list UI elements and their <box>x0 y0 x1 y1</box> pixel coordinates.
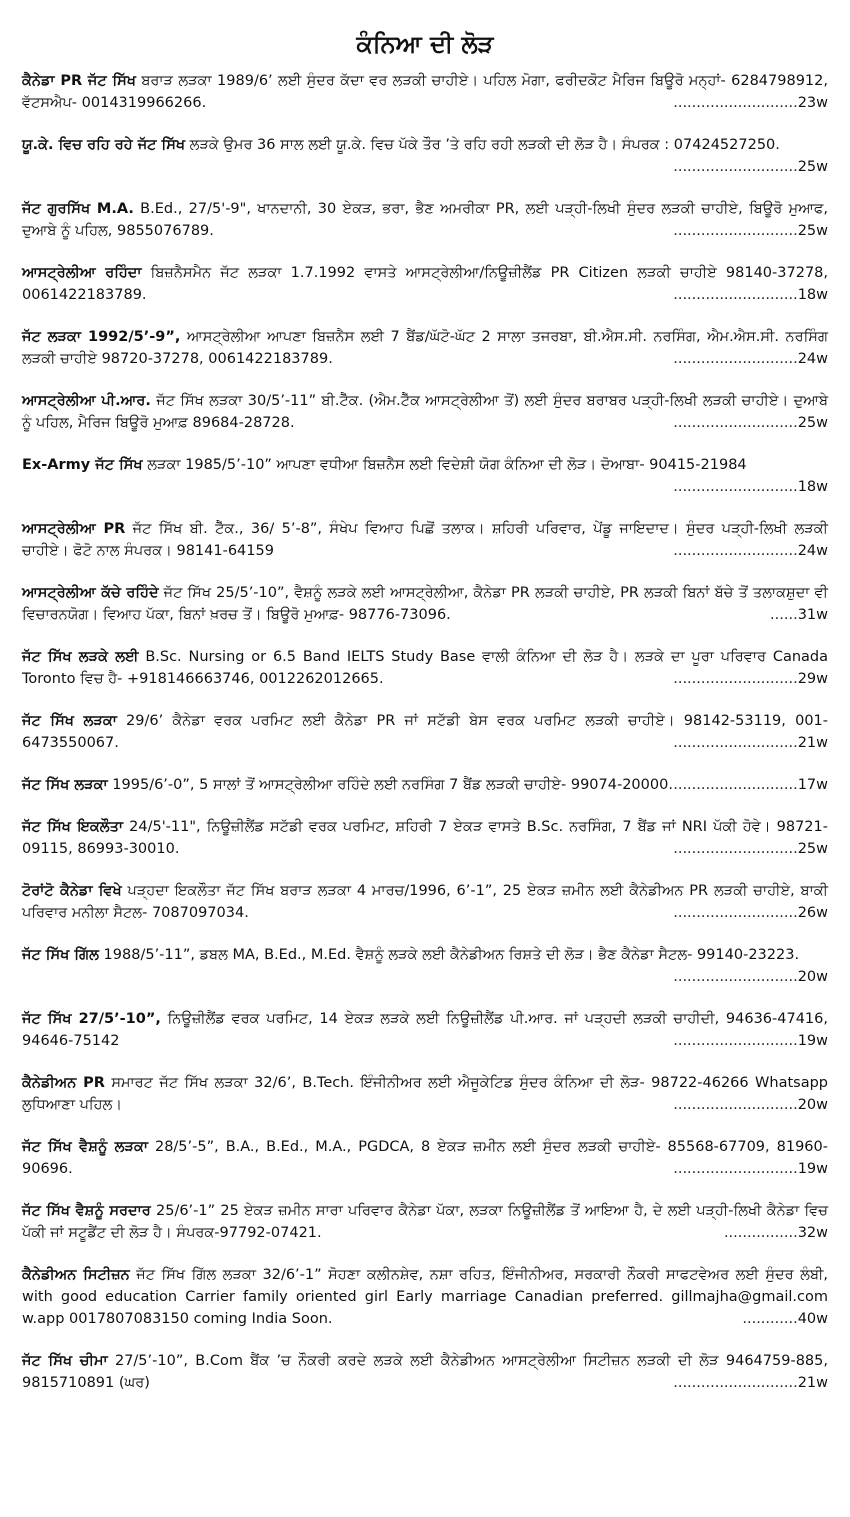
classified-ad <box>22 944 828 988</box>
classified-ad <box>22 1136 828 1180</box>
ad-body: ਜੱਟ ਸਿੱਖ ਗਿੱਲ ਲੜਕਾ 32/6’-1” ਸੋਹਣਾ ਕਲੀਨਸ਼ੇਵ, ਨਸ਼ਾ ਰਹਿਤ, ਇੰਜੀਨੀਅਰ, ਸਰਕਾਰੀ ਨੌਕਰੀ ਸਾਫਟਵੇਅਰ ਲਈ ਸੁੰਦਰ ਲੰਬੀ, with good education Carrier family oriented girl Early marriage Canadian preferred. gillmajha@gmail.com w.app 0017807083150 coming India Soon. <box>22 1267 828 1327</box>
ad-lead: ਜੱਟ ਸਿੱਖ ਵੈਸ਼ਨੂੰ ਲੜਕਾ <box>22 1139 148 1155</box>
classified-ad <box>22 454 828 498</box>
ad-leader-dots: ...... <box>770 607 798 623</box>
ad-lead: Ex-Army ਜੱਟ ਸਿੱਖ <box>22 457 143 473</box>
ad-body: 29/6’ ਕੈਨੇਡਾ ਵਰਕ ਪਰਮਿਟ ਲਈ ਕੈਨੇਡਾ PR ਜਾਂ ਸਟੱਡੀ ਬੇਸ ਵਰਕ ਪਰਮਿਟ ਲੜਕੀ ਚਾਹੀਏ। 98142-53119, 001-6473550067. <box>22 713 828 751</box>
classified-ad <box>22 70 828 114</box>
ad-code: 21w <box>797 1375 828 1391</box>
ad-lead: ਜੱਟ ਸਿੱਖ ਲੜਕੇ ਲਈ <box>22 649 139 665</box>
ad-lead: ਆਸਟ੍ਰੇਲੀਆ ਕੱਚੇ ਰਹਿੰਦੇ <box>22 585 159 601</box>
ad-body: ਬਰਾੜ ਲੜਕਾ 1989/6’ ਲਈ ਸੁੰਦਰ ਕੱਦਾ ਵਰ ਲੜਕੀ ਚਾਹੀਏ। ਪਹਿਲ ਮੋਗਾ, ਫਰੀਦਕੋਟ ਮੈਰਿਜ ਬਿਊਰੋ ਮਨ੍ਹਾਂ- 6284798912, ਵੱਟਸਐਪ- 0014319966266. <box>22 73 828 111</box>
ad-code-line <box>673 1158 828 1180</box>
ad-body: 1995/6’-0”, 5 ਸਾਲਾਂ ਤੋਂ ਆਸਟ੍ਰੇਲੀਆ ਰਹਿੰਦੇ ਲਈ ਨਰਸਿੰਗ 7 ਬੈਂਡ ਲੜਕੀ ਚਾਹੀਏ- 99074-20000. <box>107 777 673 793</box>
ad-body: ਜੱਟ ਸਿੱਖ ਲੜਕਾ 30/5’-11” ਬੀ.ਟੈੱਕ. (ਐਮ.ਟੈੱਕ ਆਸਟ੍ਰੇਲੀਆ ਤੋਂ) ਲਈ ਸੁੰਦਰ ਬਰਾਬਰ ਪੜ੍ਹੀ-ਲਿਖੀ ਲੜਕੀ ਚਾਹੀਏ। ਦੁਆਬੇ ਨੂੰ ਪਹਿਲ, ਮੈਰਿਜ ਬਿਊਰੋ ਮੁਆਫ਼ 89684-28728. <box>22 393 828 431</box>
classified-ad <box>22 1350 828 1394</box>
ad-body: 1988/5’-11”, ਡਬਲ MA, B.Ed., M.Ed. ਵੈਸ਼ਨੂੰ ਲੜਕੇ ਲਈ ਕੈਨੇਡੀਅਨ ਰਿਸ਼ਤੇ ਦੀ ਲੋੜ। ਭੈਣ ਕੈਨੇਡਾ ਸੈਟਲ- 99140-23223. <box>98 947 800 963</box>
ad-code-line <box>673 1372 828 1394</box>
ad-code: 25w <box>797 223 828 239</box>
ad-leader-dots: ........................... <box>673 351 798 367</box>
classified-ad <box>22 774 828 796</box>
ad-code: 21w <box>797 735 828 751</box>
classified-ad <box>22 134 828 178</box>
ad-code-line <box>673 476 828 498</box>
classified-ad <box>22 518 828 562</box>
ad-lead: ਜੱਟ ਸਿੱਖ ਇਕਲੌਤਾ <box>22 819 124 835</box>
classified-ad <box>22 710 828 754</box>
ad-code: 32w <box>797 1225 828 1241</box>
ad-body: 25/6’-1” 25 ਏਕੜ ਜ਼ਮੀਨ ਸਾਰਾ ਪਰਿਵਾਰ ਕੈਨੇਡਾ ਪੱਕਾ, ਲੜਕਾ ਨਿਊਜ਼ੀਲੈਂਡ ਤੋਂ ਆਇਆ ਹੈ, ਦੇ ਲਈ ਪੜ੍ਹੀ-ਲਿਖੀ ਕੈਨੇਡਾ ਵਿਚ ਪੱਕੀ ਜਾਂ ਸਟੂਡੈਂਟ ਦੀ ਲੋੜ ਹੈ। ਸੰਪਰਕ-97792-07421. <box>22 1203 829 1241</box>
ad-code-line <box>673 92 828 114</box>
ad-body: ਆਸਟ੍ਰੇਲੀਆ ਆਪਣਾ ਬਿਜ਼ਨੈਸ ਲਈ 7 ਬੈਂਡ/ਘੱਟੋ-ਘੱਟ 2 ਸਾਲਾ ਤਜਰਬਾ, ਬੀ.ਐਸ.ਸੀ. ਨਰਸਿੰਗ, ਐਮ.ਐਸ.ਸੀ. ਨਰਸਿੰਗ ਲੜਕੀ ਚਾਹੀਏ 98720-37278, 0061422183789. <box>22 329 828 367</box>
ad-leader-dots: ........................... <box>673 223 798 239</box>
ad-leader-dots: ........................... <box>673 841 798 857</box>
ad-code-line <box>673 774 828 796</box>
ad-code-line <box>673 838 828 860</box>
ad-code: 19w <box>797 1033 828 1049</box>
ad-body: 27/5’-10”, B.Com ਬੈਂਕ ’ਚ ਨੌਕਰੀ ਕਰਦੇ ਲੜਕੇ ਲਈ ਕੈਨੇਡੀਅਨ ਆਸਟ੍ਰੇਲੀਆ ਸਿਟੀਜ਼ਨ ਲੜਕੀ ਦੀ ਲੋੜ 9464759-885, 9815710891 (ਘਰ) <box>22 1353 828 1391</box>
ad-code: 25w <box>797 841 828 857</box>
ad-code: 17w <box>797 777 828 793</box>
ad-code-line <box>673 1094 828 1116</box>
ad-leader-dots: ........................... <box>673 671 798 687</box>
ad-leader-dots: ........................... <box>673 969 798 985</box>
ad-body: ਸਮਾਰਟ ਜੱਟ ਸਿੱਖ ਲੜਕਾ 32/6’, B.Tech. ਇੰਜੀਨੀਅਰ ਲਈ ਐਜੂਕੇਟਿਡ ਸੁੰਦਰ ਕੰਨਿਆ ਦੀ ਲੋੜ- 98722-46266 Whatsapp ਲੁਧਿਆਣਾ ਪਹਿਲ। <box>22 1075 828 1113</box>
ad-body: ਲੜਕਾ 1985/5’-10” ਆਪਣਾ ਵਧੀਆ ਬਿਜ਼ਨੈਸ ਲਈ ਵਿਦੇਸ਼ੀ ਯੋਗ ਕੰਨਿਆ ਦੀ ਲੋੜ। ਦੋਆਬਾ- 90415-21984 <box>142 457 747 473</box>
ad-leader-dots: ........................... <box>673 777 798 793</box>
ad-code-line <box>673 156 828 178</box>
classified-ad <box>22 646 828 690</box>
ad-leader-dots: ........................... <box>673 1375 798 1391</box>
ads-list <box>22 70 828 1394</box>
classified-ad <box>22 1072 828 1116</box>
ad-code-line <box>742 1308 828 1330</box>
ad-code-line <box>673 902 828 924</box>
classified-ad <box>22 582 828 626</box>
ad-leader-dots: ........................... <box>673 1161 798 1177</box>
classified-ad <box>22 816 828 860</box>
ad-lead: ਜੱਟ ਸਿੱਖ ਗਿੱਲ <box>22 947 99 963</box>
ad-leader-dots: ........................... <box>673 1033 798 1049</box>
ad-leader-dots: ........................... <box>673 905 798 921</box>
ad-leader-dots: ........................... <box>673 287 798 303</box>
ad-body: 28/5’-5”, B.A., B.Ed., M.A., PGDCA, 8 ਏਕੜ ਜ਼ਮੀਨ ਲਈ ਸੁੰਦਰ ਲੜਕੀ ਚਾਹੀਏ- 85568-67709, 81960-90696. <box>22 1139 828 1177</box>
ad-code-line <box>724 1222 828 1244</box>
ad-code-line <box>770 604 828 626</box>
ad-lead: ਜੱਟ ਸਿੱਖ ਵੈਸ਼ਨੂੰ ਸਰਦਾਰ <box>22 1203 151 1219</box>
ad-code-line <box>673 966 828 988</box>
ad-leader-dots: ........................... <box>673 415 798 431</box>
ad-code: 25w <box>797 159 828 175</box>
ad-code-line <box>673 284 828 306</box>
ad-code: 40w <box>797 1311 828 1327</box>
ad-code-line <box>673 1030 828 1052</box>
classified-ad <box>22 390 828 434</box>
classified-ad <box>22 1264 828 1330</box>
ad-code: 18w <box>797 287 828 303</box>
ad-lead: ਆਸਟ੍ਰੇਲੀਆ ਪੀ.ਆਰ. <box>22 393 151 409</box>
classified-ad <box>22 262 828 306</box>
ad-code-line <box>673 348 828 370</box>
classified-ad <box>22 1008 828 1052</box>
ad-lead: ਕੈਨੇਡੀਅਨ ਸਿਟੀਜ਼ਨ <box>22 1267 130 1283</box>
ad-lead: ਜੱਟ ਸਿੱਖ 27/5’-10”, <box>22 1011 161 1027</box>
ad-code: 31w <box>797 607 828 623</box>
ad-lead: ਕੈਨੇਡਾ PR ਜੱਟ ਸਿੱਖ <box>22 73 136 89</box>
ad-code: 20w <box>797 969 828 985</box>
classified-ad <box>22 198 828 242</box>
ad-code: 25w <box>797 415 828 431</box>
ad-code-line <box>673 540 828 562</box>
ad-body: ਜੱਟ ਸਿੱਖ ਬੀ. ਟੈੱਕ., 36/ 5’-8”, ਸੰਖੇਪ ਵਿਆਹ ਪਿਛੋਂ ਤਲਾਕ। ਸ਼ਹਿਰੀ ਪਰਿਵਾਰ, ਪੇਂਡੂ ਜਾਇਦਾਦ। ਸੁੰਦਰ ਪੜ੍ਹੀ-ਲਿਖੀ ਲੜਕੀ ਚਾਹੀਏ। ਫੋਟੋ ਨਾਲ ਸੰਪਰਕ। 98141-64159 <box>22 521 828 559</box>
ad-leader-dots: ............ <box>742 1311 798 1327</box>
ad-code: 26w <box>797 905 828 921</box>
ad-code-line <box>673 220 828 242</box>
ad-code-line <box>673 412 828 434</box>
ad-code: 24w <box>797 543 828 559</box>
ad-code: 20w <box>797 1097 828 1113</box>
classified-ad <box>22 880 828 924</box>
ad-lead: ਜੱਟ ਗੁਰਸਿੱਖ M.A. <box>22 201 134 217</box>
ad-lead: ਜੱਟ ਸਿੱਖ ਲੜਕਾ <box>22 777 108 793</box>
ad-body: B.Sc. Nursing or 6.5 Band IELTS Study Base ਵਾਲੀ ਕੰਨਿਆ ਦੀ ਲੋੜ ਹੈ। ਲੜਕੇ ਦਾ ਪੂਰਾ ਪਰਿਵਾਰ Canada Toronto ਵਿਚ ਹੈ- +918146663746, 0012262012665. <box>22 649 829 687</box>
ad-leader-dots: ........................... <box>673 543 798 559</box>
ad-leader-dots: ........................... <box>673 1097 798 1113</box>
ad-lead: ਟੋਰਾਂਟੋ ਕੈਨੇਡਾ ਵਿਖੇ <box>22 883 122 899</box>
ad-code-line <box>673 732 828 754</box>
ad-code: 24w <box>797 351 828 367</box>
classified-ad <box>22 1200 828 1244</box>
ad-body: ਜੱਟ ਸਿੱਖ 25/5’-10”, ਵੈਸ਼ਨੂੰ ਲੜਕੇ ਲਈ ਆਸਟ੍ਰੇਲੀਆ, ਕੈਨੇਡਾ PR ਲੜਕੀ ਚਾਹੀਏ, PR ਲੜਕੀ ਬਿਨਾਂ ਬੱਚੇ ਤੋਂ ਤਲਾਕਸ਼ੁਦਾ ਵੀ ਵਿਚਾਰਨਯੋਗ। ਵਿਆਹ ਪੱਕਾ, ਬਿਨਾਂ ਖ਼ਰਚ ਤੋਂ। ਬਿਊਰੋ ਮੁਆਫ਼- 98776-73096. <box>22 585 828 623</box>
ad-body: ਨਿਊਜ਼ੀਲੈਂਡ ਵਰਕ ਪਰਮਿਟ, 14 ਏਕੜ ਲੜਕੇ ਲਈ ਨਿਊਜ਼ੀਲੈਂਡ ਪੀ.ਆਰ. ਜਾਂ ਪੜ੍ਹਦੀ ਲੜਕੀ ਚਾਹੀਦੀ, 94636-47416, 94646-75142 <box>22 1011 828 1049</box>
ad-lead: ਜੱਟ ਲੜਕਾ 1992/5’-9”, <box>22 329 181 345</box>
ad-leader-dots: ................ <box>723 1225 798 1241</box>
ad-code: 23w <box>797 95 828 111</box>
page-title: ਕੰਨਿਆ ਦੀ ਲੋੜ <box>356 30 494 58</box>
ad-code: 29w <box>797 671 828 687</box>
ad-leader-dots: ........................... <box>673 735 798 751</box>
ad-body: ਪੜ੍ਹਦਾ ਇਕਲੌਤਾ ਜੱਟ ਸਿੱਖ ਬਰਾੜ ਲੜਕਾ 4 ਮਾਰਚ/1996, 6’-1”, 25 ਏਕੜ ਜ਼ਮੀਨ ਲਈ ਕੈਨੇਡੀਅਨ PR ਲੜਕੀ ਚਾਹੀਏ, ਬਾਕੀ ਪਰਿਵਾਰ ਮਨੀਲਾ ਸੈਟਲ- 7087097034. <box>22 883 828 921</box>
ad-body: 24/5'-11", ਨਿਊਜ਼ੀਲੈਂਡ ਸਟੱਡੀ ਵਰਕ ਪਰਮਿਟ, ਸ਼ਹਿਰੀ 7 ਏਕੜ ਵਾਸਤੇ B.Sc. ਨਰਸਿੰਗ, 7 ਬੈਂਡ ਜਾਂ NRI ਪੱਕੀ ਹੋਵੇ। 98721-09115, 86993-30010. <box>22 819 828 857</box>
ad-leader-dots: ........................... <box>673 95 798 111</box>
ad-code: 19w <box>797 1161 828 1177</box>
ad-lead: ਯੂ.ਕੇ. ਵਿਚ ਰਹਿ ਰਹੇ ਜੱਟ ਸਿੱਖ <box>22 137 186 153</box>
ad-body: ਬਿਜ਼ਨੈਸਮੈਨ ਜੱਟ ਲੜਕਾ 1.7.1992 ਵਾਸਤੇ ਆਸਟ੍ਰੇਲੀਆ/ਨਿਊਜ਼ੀਲੈਂਡ PR Citizen ਲੜਕੀ ਚਾਹੀਏ 98140-37278, 0061422183789. <box>22 265 829 303</box>
ad-lead: ਜੱਟ ਸਿੱਖ ਲੜਕਾ <box>22 713 117 729</box>
ad-lead: ਆਸਟ੍ਰੇਲੀਆ ਰਹਿੰਦਾ <box>22 265 142 281</box>
ad-body: ਲੜਕੇ ਉਮਰ 36 ਸਾਲ ਲਈ ਯੂ.ਕੇ. ਵਿਚ ਪੱਕੇ ਤੌਰ ’ਤੇ ਰਹਿ ਰਹੀ ਲੜਕੀ ਦੀ ਲੋੜ ਹੈ। ਸੰਪਰਕ : 07424527250. <box>185 137 780 153</box>
ad-leader-dots: ........................... <box>673 159 798 175</box>
ad-lead: ਆਸਟ੍ਰੇਲੀਆ PR <box>22 521 126 537</box>
ad-body: B.Ed., 27/5'-9", ਖਾਨਦਾਨੀ, 30 ਏਕੜ, ਭਰਾ, ਭੈਣ ਅਮਰੀਕਾ PR, ਲਈ ਪੜ੍ਹੀ-ਲਿਖੀ ਸੁੰਦਰ ਲੜਕੀ ਚਾਹੀਏ, ਬਿਊਰੋ ਮੁਆਫ, ਦੁਆਬੇ ਨੂੰ ਪਹਿਲ, 9855076789. <box>22 201 828 239</box>
classified-ad <box>22 326 828 370</box>
ad-leader-dots: ........................... <box>673 479 798 495</box>
ad-lead: ਜੱਟ ਸਿੱਖ ਚੀਮਾ <box>22 1353 108 1369</box>
ad-code-line <box>673 668 828 690</box>
ad-lead: ਕੈਨੇਡੀਅਨ PR <box>22 1075 105 1091</box>
ad-code: 18w <box>797 479 828 495</box>
